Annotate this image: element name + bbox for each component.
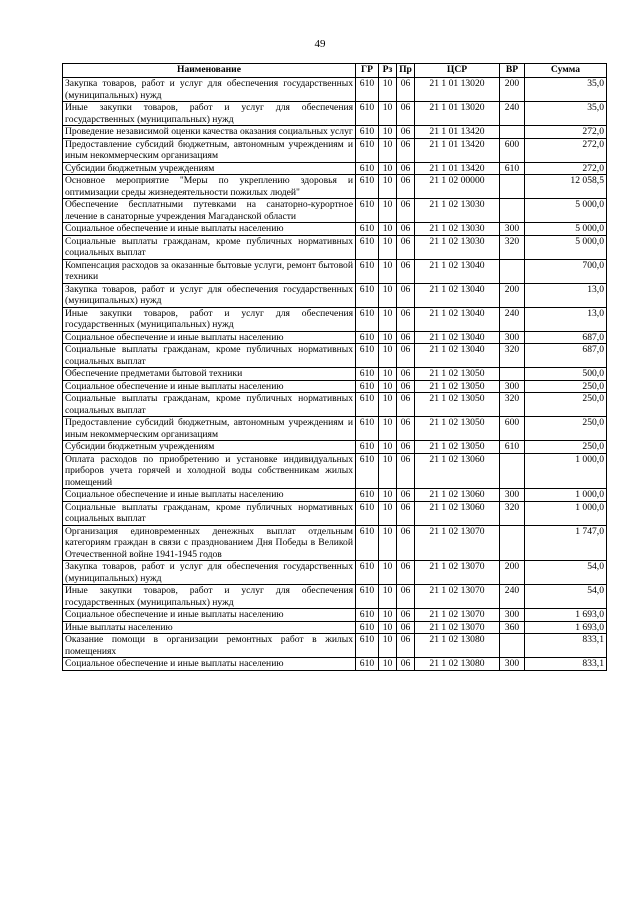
- cell-csr: 21 1 02 13050: [415, 368, 500, 381]
- cell-rz: 10: [379, 453, 397, 489]
- cell-pr: 06: [397, 78, 415, 102]
- cell-gr: 610: [356, 235, 379, 259]
- cell-gr: 610: [356, 658, 379, 671]
- cell-pr: 06: [397, 223, 415, 236]
- cell-gr: 610: [356, 417, 379, 441]
- table-row: [63, 585, 607, 609]
- cell-sum: 250,0: [525, 417, 607, 441]
- cell-sum: 272,0: [525, 162, 607, 175]
- cell-rz: 10: [379, 368, 397, 381]
- cell-gr: 610: [356, 441, 379, 454]
- table-row: [63, 175, 607, 199]
- cell-vr: 320: [500, 501, 525, 525]
- cell-csr: 21 1 01 13020: [415, 102, 500, 126]
- table-row: [63, 283, 607, 307]
- cell-name: Предоставление субсидий бюджетным, автономным учреждениям и иным некоммерческим организациям: [63, 417, 356, 441]
- cell-vr: 200: [500, 78, 525, 102]
- cell-sum: 35,0: [525, 78, 607, 102]
- cell-gr: 610: [356, 380, 379, 393]
- cell-vr: 300: [500, 331, 525, 344]
- cell-name: Проведение независимой оценки качества оказания социальных услуг: [63, 126, 356, 139]
- cell-name: Иные выплаты населению: [63, 621, 356, 634]
- cell-gr: 610: [356, 223, 379, 236]
- cell-gr: 610: [356, 199, 379, 223]
- cell-sum: 35,0: [525, 102, 607, 126]
- header-vr: ВР: [500, 64, 525, 78]
- cell-csr: 21 1 02 13070: [415, 609, 500, 622]
- cell-sum: 687,0: [525, 331, 607, 344]
- header-rz: Рз: [379, 64, 397, 78]
- cell-pr: 06: [397, 609, 415, 622]
- cell-csr: 21 1 02 13040: [415, 344, 500, 368]
- cell-sum: 5 000,0: [525, 199, 607, 223]
- cell-rz: 10: [379, 417, 397, 441]
- cell-gr: 610: [356, 453, 379, 489]
- cell-vr: 300: [500, 223, 525, 236]
- cell-sum: 5 000,0: [525, 223, 607, 236]
- cell-gr: 610: [356, 634, 379, 658]
- cell-pr: 06: [397, 283, 415, 307]
- cell-name: Закупка товаров, работ и услуг для обеспечения государственных (муниципальных) нужд: [63, 78, 356, 102]
- cell-name: Основное мероприятие "Меры по укреплению здоровья и оптимизации среды жизнедеятельности пожилых людей": [63, 175, 356, 199]
- table-row: [63, 441, 607, 454]
- cell-csr: 21 1 02 13050: [415, 417, 500, 441]
- cell-pr: 06: [397, 307, 415, 331]
- table-header-row: [63, 64, 607, 78]
- cell-gr: 610: [356, 525, 379, 561]
- cell-sum: 700,0: [525, 259, 607, 283]
- cell-sum: 12 058,5: [525, 175, 607, 199]
- cell-vr: 610: [500, 162, 525, 175]
- cell-pr: 06: [397, 138, 415, 162]
- cell-csr: 21 1 02 13060: [415, 501, 500, 525]
- cell-csr: 21 1 02 13050: [415, 380, 500, 393]
- cell-name: Социальное обеспечение и иные выплаты населению: [63, 223, 356, 236]
- table-row: [63, 199, 607, 223]
- cell-csr: 21 1 02 00000: [415, 175, 500, 199]
- table-row: [63, 561, 607, 585]
- cell-rz: 10: [379, 259, 397, 283]
- cell-csr: 21 1 02 13080: [415, 634, 500, 658]
- cell-rz: 10: [379, 126, 397, 139]
- cell-name: Социальные выплаты гражданам, кроме публичных нормативных социальных выплат: [63, 235, 356, 259]
- table-row: [63, 621, 607, 634]
- cell-rz: 10: [379, 235, 397, 259]
- cell-rz: 10: [379, 344, 397, 368]
- cell-csr: 21 1 02 13080: [415, 658, 500, 671]
- cell-vr: [500, 634, 525, 658]
- cell-vr: 240: [500, 585, 525, 609]
- cell-sum: 1 000,0: [525, 489, 607, 502]
- table-row: [63, 453, 607, 489]
- cell-name: Организация единовременных денежных выплат отдельным категориям граждан в связи с празднованием Дня Победы в Великой Отечественной войне 1941-1945 годов: [63, 525, 356, 561]
- cell-gr: 610: [356, 138, 379, 162]
- cell-gr: 610: [356, 368, 379, 381]
- page-number: 49: [314, 38, 326, 50]
- table-row: [63, 138, 607, 162]
- cell-vr: 360: [500, 621, 525, 634]
- header-gr: ГР: [356, 64, 379, 78]
- cell-rz: 10: [379, 489, 397, 502]
- cell-pr: 06: [397, 634, 415, 658]
- cell-vr: [500, 259, 525, 283]
- cell-sum: 1 693,0: [525, 609, 607, 622]
- cell-pr: 06: [397, 126, 415, 139]
- cell-csr: 21 1 02 13050: [415, 393, 500, 417]
- cell-pr: 06: [397, 380, 415, 393]
- cell-rz: 10: [379, 331, 397, 344]
- cell-rz: 10: [379, 634, 397, 658]
- cell-rz: 10: [379, 441, 397, 454]
- cell-pr: 06: [397, 621, 415, 634]
- header-pr: Пр: [397, 64, 415, 78]
- cell-vr: [500, 525, 525, 561]
- cell-gr: 610: [356, 283, 379, 307]
- cell-sum: 833,1: [525, 634, 607, 658]
- cell-vr: 600: [500, 138, 525, 162]
- table-row: [63, 307, 607, 331]
- cell-rz: 10: [379, 621, 397, 634]
- cell-pr: 06: [397, 368, 415, 381]
- cell-csr: 21 1 02 13030: [415, 223, 500, 236]
- cell-csr: 21 1 02 13030: [415, 235, 500, 259]
- cell-rz: 10: [379, 501, 397, 525]
- cell-name: Субсидии бюджетным учреждениям: [63, 441, 356, 454]
- cell-pr: 06: [397, 235, 415, 259]
- cell-pr: 06: [397, 102, 415, 126]
- cell-pr: 06: [397, 344, 415, 368]
- cell-name: Иные закупки товаров, работ и услуг для обеспечения государственных (муниципальных) нужд: [63, 585, 356, 609]
- cell-pr: 06: [397, 417, 415, 441]
- cell-csr: 21 1 01 13420: [415, 126, 500, 139]
- cell-sum: 54,0: [525, 585, 607, 609]
- table-row: [63, 223, 607, 236]
- cell-name: Закупка товаров, работ и услуг для обеспечения государственных (муниципальных) нужд: [63, 283, 356, 307]
- cell-sum: 250,0: [525, 393, 607, 417]
- cell-name: Иные закупки товаров, работ и услуг для обеспечения государственных (муниципальных) нужд: [63, 307, 356, 331]
- cell-sum: 500,0: [525, 368, 607, 381]
- cell-vr: 240: [500, 307, 525, 331]
- cell-sum: 687,0: [525, 344, 607, 368]
- cell-csr: 21 1 02 13040: [415, 259, 500, 283]
- cell-name: Обеспечение бесплатными путевками на санаторно-курортное лечение в санаторные учреждения Магаданской области: [63, 199, 356, 223]
- cell-vr: 200: [500, 283, 525, 307]
- table-row: [63, 344, 607, 368]
- cell-sum: 1 747,0: [525, 525, 607, 561]
- cell-rz: 10: [379, 380, 397, 393]
- table-row: [63, 235, 607, 259]
- table-row: [63, 489, 607, 502]
- table-row: [63, 658, 607, 671]
- cell-vr: 320: [500, 344, 525, 368]
- cell-vr: 300: [500, 609, 525, 622]
- table-row: [63, 78, 607, 102]
- cell-pr: 06: [397, 525, 415, 561]
- cell-sum: 272,0: [525, 126, 607, 139]
- cell-csr: 21 1 01 13020: [415, 78, 500, 102]
- cell-vr: 200: [500, 561, 525, 585]
- cell-name: Оказание помощи в организации ремонтных работ в жилых помещениях: [63, 634, 356, 658]
- cell-rz: 10: [379, 175, 397, 199]
- cell-pr: 06: [397, 199, 415, 223]
- cell-gr: 610: [356, 102, 379, 126]
- cell-pr: 06: [397, 489, 415, 502]
- cell-vr: [500, 175, 525, 199]
- cell-pr: 06: [397, 259, 415, 283]
- cell-sum: 54,0: [525, 561, 607, 585]
- cell-csr: 21 1 02 13070: [415, 585, 500, 609]
- cell-csr: 21 1 02 13030: [415, 199, 500, 223]
- cell-pr: 06: [397, 453, 415, 489]
- cell-pr: 06: [397, 175, 415, 199]
- cell-rz: 10: [379, 162, 397, 175]
- cell-vr: 320: [500, 393, 525, 417]
- cell-csr: 21 1 01 13420: [415, 138, 500, 162]
- cell-gr: 610: [356, 175, 379, 199]
- cell-csr: 21 1 02 13070: [415, 621, 500, 634]
- table-row: [63, 259, 607, 283]
- header-csr: ЦСР: [415, 64, 500, 78]
- cell-sum: 250,0: [525, 380, 607, 393]
- cell-gr: 610: [356, 162, 379, 175]
- cell-csr: 21 1 02 13060: [415, 489, 500, 502]
- cell-rz: 10: [379, 223, 397, 236]
- header-name: Наименование: [63, 64, 356, 78]
- cell-gr: 610: [356, 621, 379, 634]
- header-sum: Сумма: [525, 64, 607, 78]
- cell-sum: 833,1: [525, 658, 607, 671]
- cell-sum: 250,0: [525, 441, 607, 454]
- table-row: [63, 501, 607, 525]
- cell-name: Закупка товаров, работ и услуг для обеспечения государственных (муниципальных) нужд: [63, 561, 356, 585]
- cell-rz: 10: [379, 393, 397, 417]
- cell-gr: 610: [356, 344, 379, 368]
- cell-vr: 240: [500, 102, 525, 126]
- cell-csr: 21 1 01 13420: [415, 162, 500, 175]
- cell-csr: 21 1 02 13060: [415, 453, 500, 489]
- table-row: [63, 634, 607, 658]
- cell-vr: [500, 126, 525, 139]
- cell-pr: 06: [397, 393, 415, 417]
- cell-rz: 10: [379, 561, 397, 585]
- cell-vr: 600: [500, 417, 525, 441]
- cell-gr: 610: [356, 259, 379, 283]
- budget-table: [62, 63, 607, 671]
- cell-pr: 06: [397, 162, 415, 175]
- cell-name: Иные закупки товаров, работ и услуг для обеспечения государственных (муниципальных) нужд: [63, 102, 356, 126]
- cell-pr: 06: [397, 585, 415, 609]
- table-row: [63, 609, 607, 622]
- cell-vr: 320: [500, 235, 525, 259]
- cell-name: Социальное обеспечение и иные выплаты населению: [63, 331, 356, 344]
- cell-name: Социальное обеспечение и иные выплаты населению: [63, 489, 356, 502]
- cell-gr: 610: [356, 585, 379, 609]
- cell-name: Социальное обеспечение и иные выплаты населению: [63, 658, 356, 671]
- cell-name: Социальные выплаты гражданам, кроме публичных нормативных социальных выплат: [63, 393, 356, 417]
- cell-rz: 10: [379, 525, 397, 561]
- cell-vr: 300: [500, 380, 525, 393]
- cell-sum: 5 000,0: [525, 235, 607, 259]
- cell-pr: 06: [397, 331, 415, 344]
- cell-vr: 610: [500, 441, 525, 454]
- table-body: [63, 78, 607, 671]
- cell-pr: 06: [397, 441, 415, 454]
- cell-sum: 1 000,0: [525, 501, 607, 525]
- cell-name: Социальное обеспечение и иные выплаты населению: [63, 609, 356, 622]
- cell-vr: [500, 453, 525, 489]
- cell-rz: 10: [379, 138, 397, 162]
- cell-vr: 300: [500, 658, 525, 671]
- cell-gr: 610: [356, 78, 379, 102]
- cell-rz: 10: [379, 283, 397, 307]
- cell-gr: 610: [356, 393, 379, 417]
- table-row: [63, 162, 607, 175]
- cell-sum: 13,0: [525, 307, 607, 331]
- cell-pr: 06: [397, 561, 415, 585]
- table-row: [63, 525, 607, 561]
- table-row: [63, 393, 607, 417]
- cell-name: Компенсация расходов за оказанные бытовые услуги, ремонт бытовой техники: [63, 259, 356, 283]
- cell-name: Социальное обеспечение и иные выплаты населению: [63, 380, 356, 393]
- cell-vr: [500, 199, 525, 223]
- cell-gr: 610: [356, 609, 379, 622]
- cell-name: Субсидии бюджетным учреждениям: [63, 162, 356, 175]
- cell-sum: 13,0: [525, 283, 607, 307]
- table-row: [63, 417, 607, 441]
- table-row: [63, 380, 607, 393]
- cell-csr: 21 1 02 13040: [415, 283, 500, 307]
- cell-csr: 21 1 02 13070: [415, 525, 500, 561]
- cell-name: Социальные выплаты гражданам, кроме публичных нормативных социальных выплат: [63, 344, 356, 368]
- cell-name: Оплата расходов по приобретению и установке индивидуальных приборов учета горячей и холодной воды собственникам жилых помещений: [63, 453, 356, 489]
- cell-csr: 21 1 02 13070: [415, 561, 500, 585]
- cell-sum: 272,0: [525, 138, 607, 162]
- cell-rz: 10: [379, 307, 397, 331]
- cell-vr: [500, 368, 525, 381]
- cell-vr: 300: [500, 489, 525, 502]
- cell-csr: 21 1 02 13040: [415, 307, 500, 331]
- table-row: [63, 126, 607, 139]
- table-row: [63, 368, 607, 381]
- cell-rz: 10: [379, 658, 397, 671]
- cell-name: Обеспечение предметами бытовой техники: [63, 368, 356, 381]
- cell-csr: 21 1 02 13050: [415, 441, 500, 454]
- cell-gr: 610: [356, 489, 379, 502]
- cell-pr: 06: [397, 501, 415, 525]
- cell-sum: 1 693,0: [525, 621, 607, 634]
- cell-gr: 610: [356, 126, 379, 139]
- cell-gr: 610: [356, 331, 379, 344]
- table-row: [63, 331, 607, 344]
- cell-csr: 21 1 02 13040: [415, 331, 500, 344]
- cell-name: Социальные выплаты гражданам, кроме публичных нормативных социальных выплат: [63, 501, 356, 525]
- cell-rz: 10: [379, 609, 397, 622]
- cell-pr: 06: [397, 658, 415, 671]
- table-row: [63, 102, 607, 126]
- cell-sum: 1 000,0: [525, 453, 607, 489]
- cell-rz: 10: [379, 78, 397, 102]
- cell-rz: 10: [379, 102, 397, 126]
- cell-gr: 610: [356, 501, 379, 525]
- cell-gr: 610: [356, 307, 379, 331]
- cell-rz: 10: [379, 585, 397, 609]
- cell-name: Предоставление субсидий бюджетным, автономным учреждениям и иным некоммерческим организациям: [63, 138, 356, 162]
- cell-rz: 10: [379, 199, 397, 223]
- cell-gr: 610: [356, 561, 379, 585]
